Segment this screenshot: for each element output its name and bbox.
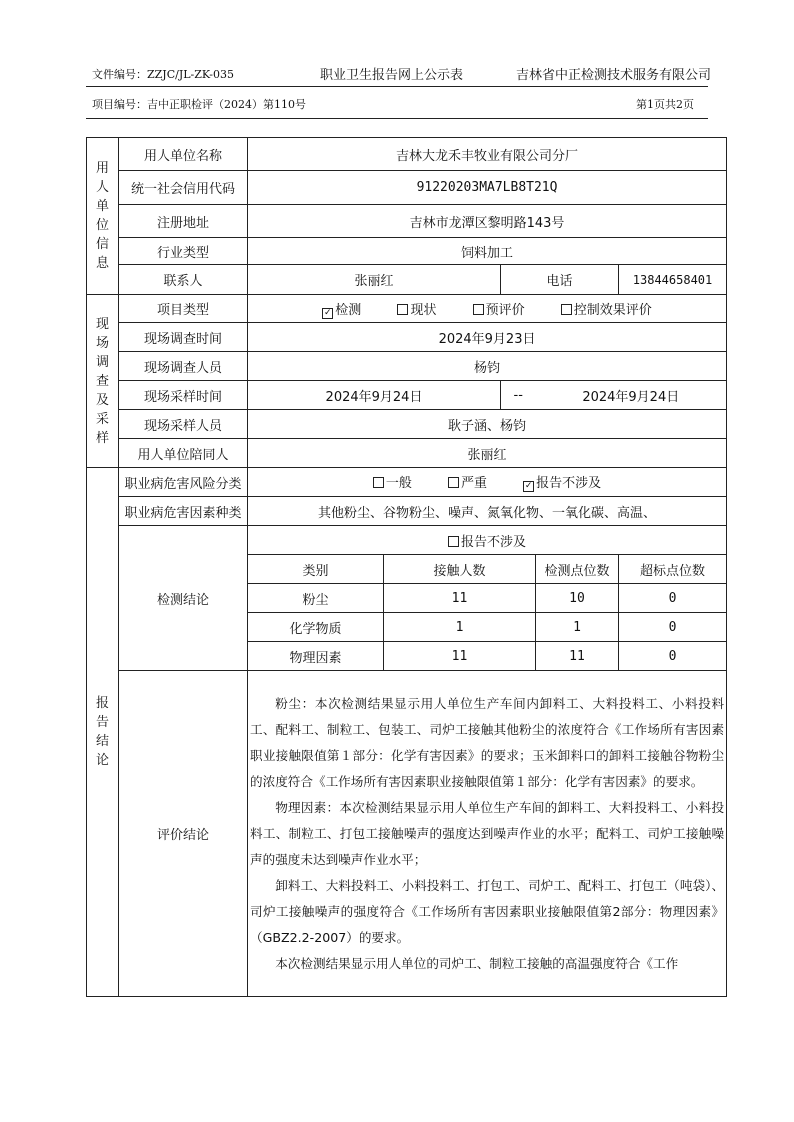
evaluation-paragraph: 粉尘：本次检测结果显示用人单位生产车间内卸料工、大料投料工、小料投料工、配料工、制粒工、包装工、司炉工接触其他粉尘的浓度符合《工作场所有害因素职业接触限值第１部分：化学有害因素》的要求；玉米卸料口的卸料工接触谷物粉尘的浓度符合《工作场所有害因素职业接触限值第１部分：化学有害因素》的要求。	[250, 695, 725, 789]
checkbox-icon[interactable]	[561, 304, 572, 315]
project-type-option[interactable]: 现状	[397, 299, 436, 318]
evaluation-paragraph: 本次检测结果显示用人单位的司炉工、制粒工接触的高温强度符合《工作	[275, 955, 679, 971]
row-category: 物理因素	[248, 642, 384, 671]
row-points: 10	[536, 584, 619, 613]
hazard-factors: 其他粉尘、谷物粉尘、噪声、氮氧化物、一氧化碳、高温、	[248, 497, 727, 526]
header-divider	[86, 86, 708, 87]
header-exposed-count: 接触人数	[384, 555, 536, 584]
not-involved-option[interactable]: 报告不涉及	[248, 526, 727, 555]
header-exceed-count: 超标点位数	[619, 555, 727, 584]
survey-time-label: 现场调查时间	[119, 323, 248, 352]
contact-label: 联系人	[119, 265, 248, 295]
sampler-label: 现场采样人员	[119, 410, 248, 439]
row-category: 粉尘	[248, 584, 384, 613]
row-exposed: 11	[384, 584, 536, 613]
project-type-label: 项目类型	[119, 295, 248, 323]
section-employer-info: 用 人 单 位 信 息	[87, 138, 119, 295]
industry: 饲料加工	[248, 238, 727, 265]
risk-option[interactable]: ✓ 报告不涉及	[524, 476, 602, 491]
header-point-count: 检测点位数	[536, 555, 619, 584]
survey-time: 2024年9月23日	[248, 323, 727, 352]
checkbox-icon[interactable]	[373, 477, 384, 488]
risk-option[interactable]: 一般	[373, 472, 412, 491]
companion-label: 用人单位陪同人	[119, 439, 248, 468]
address: 吉林市龙潭区黎明路143号	[248, 205, 727, 238]
evaluation-label: 评价结论	[119, 671, 248, 997]
section-conclusion: 报 告 结 论	[87, 468, 119, 997]
document-title: 职业卫生报告网上公示表	[320, 68, 464, 83]
detection-conclusion-label: 检测结论	[119, 526, 248, 671]
sampling-start: 2024年9月24日	[248, 381, 501, 410]
row-exposed: 11	[384, 642, 536, 671]
checkbox-icon[interactable]	[397, 304, 408, 315]
surveyor: 杨钧	[248, 352, 727, 381]
risk-class-label: 职业病危害风险分类	[119, 468, 248, 497]
sampling-end: 2024年9月24日	[536, 381, 727, 410]
sampler: 耿子涵、杨钧	[248, 410, 727, 439]
project-type-option[interactable]: 控制效果评价	[561, 299, 652, 318]
row-points: 1	[536, 613, 619, 642]
checkbox-checked-icon[interactable]: ✓	[324, 307, 332, 318]
row-exceed: 0	[619, 642, 727, 671]
phone: 13844658401	[619, 265, 727, 295]
sampling-time-label: 现场采样时间	[119, 381, 248, 410]
phone-label: 电话	[501, 265, 619, 295]
evaluation-paragraph: 卸料工、大料投料工、小料投料工、打包工、司炉工、配料工、打包工（吨袋）、司炉工接触噪声的强度符合《工作场所有害因素职业接触限值第2部分：物理因素》（GBZ2.2-2007）的要求。	[250, 877, 725, 945]
disclosure-table	[86, 137, 727, 997]
risk-class-options	[248, 468, 727, 497]
page-indicator: 第1页共2页	[636, 98, 694, 111]
checkbox-checked-icon[interactable]: ✓	[524, 481, 533, 491]
companion: 张丽红	[248, 439, 727, 468]
checkbox-icon[interactable]	[473, 304, 484, 315]
project-type-option[interactable]: 预评价	[473, 299, 525, 318]
employer-name: 吉林大龙禾丰牧业有限公司分厂	[248, 138, 727, 171]
row-exposed: 1	[384, 613, 536, 642]
sampling-separator: --	[501, 381, 536, 410]
surveyor-label: 现场调查人员	[119, 352, 248, 381]
project-number: 项目编号：吉中正职检评（2024）第110号	[92, 98, 306, 111]
credit-code-label: 统一社会信用代码	[119, 171, 248, 205]
hazard-factors-label: 职业病危害因素种类	[119, 497, 248, 526]
credit-code: 91220203MA7LB8T21Q	[248, 171, 727, 205]
row-category: 化学物质	[248, 613, 384, 642]
file-number: 文件编号：ZZJC/JL-ZK-035	[92, 68, 235, 81]
project-type-options	[248, 295, 727, 323]
row-exceed: 0	[619, 584, 727, 613]
row-exceed: 0	[619, 613, 727, 642]
industry-label: 行业类型	[119, 238, 248, 265]
address-label: 注册地址	[119, 205, 248, 238]
evaluation-text	[248, 671, 727, 997]
section-survey: 现 场 调 查 及 采 样	[87, 295, 119, 468]
row-points: 11	[536, 642, 619, 671]
header-category: 类别	[248, 555, 384, 584]
evaluation-paragraph: 物理因素：本次检测结果显示用人单位生产车间的卸料工、大料投料工、小料投料工、制粒工、打包工接触噪声的强度达到噪声作业的水平；配料工、司炉工接触噪声的强度未达到噪声作业水平；	[250, 799, 725, 867]
header-divider-2	[86, 118, 708, 119]
project-type-option[interactable]: ✓ 检测	[324, 302, 362, 318]
checkbox-icon[interactable]	[448, 477, 459, 488]
checkbox-icon[interactable]	[448, 536, 459, 547]
risk-option[interactable]: 严重	[448, 472, 487, 491]
company-name: 吉林省中正检测技术服务有限公司	[516, 68, 712, 83]
contact: 张丽红	[248, 265, 501, 295]
employer-name-label: 用人单位名称	[119, 138, 248, 171]
